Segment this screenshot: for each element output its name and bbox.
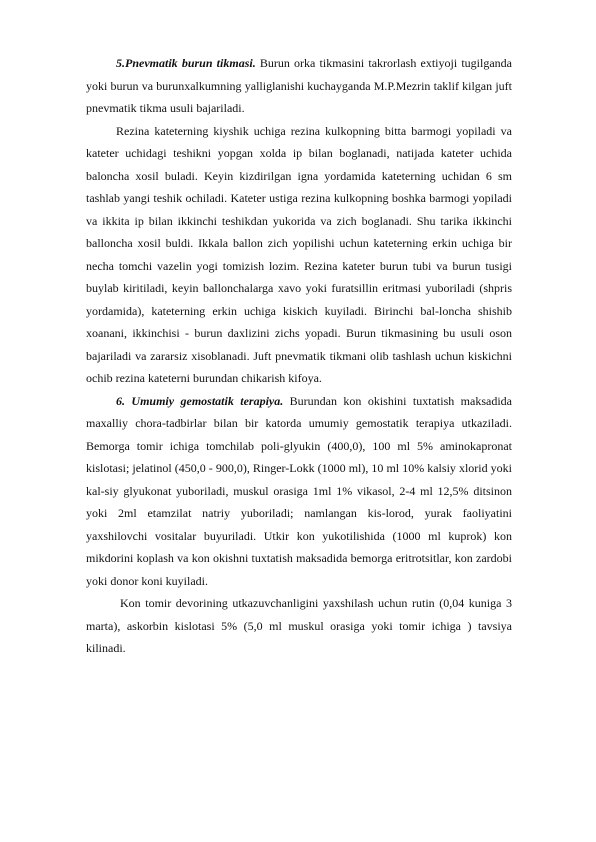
- section-heading-6: 6. Umumiy gemostatik terapiya.: [116, 393, 284, 408]
- paragraph-text: Kon tomir devorining utkazuvchanligini yaxshilash uchun rutin (0,04 kuniga 3 marta), askorbin kislotasi 5% (5,0 ml muskul orasiga yoki tomir ichiga ) tavsiya kilinadi.: [86, 596, 512, 655]
- section-heading-5: 5.Pnevmatik burun tikmasi.: [116, 56, 256, 70]
- paragraph-text: Burundan kon okishini tuxtatish maksadida maxalliy chora-tadbirlar bilan bir katorda umumiy gemostatik terapiya utkaziladi. Bemorga tomir ichiga tomchilab poli-glyukin (400,0), 100 ml 5% aminokapronat kislotasi; jelatinol (450,0 - 900,0), Ringer-Lokk (1000 ml), 10 ml 10% kalsiy xlorid yoki kal-siy glyukonat yuboriladi, muskul orasiga 1ml 1% vikasol, 2-4 ml 12,5% ditsinon yoki 2ml etamzilat natriy yuboriladi; namlangan kis-lorod, yurak faoliyatini yaxshilovchi vositalar buyuriladi. Utkir kon yukotilishida (1000 ml kuprok) kon mikdorini koplash va kon okishni tuxtatish maksadida bemorga eritrotsitlar, kon zardobi yoki donor koni kuyiladi.: [86, 393, 512, 588]
- paragraph-vessel-wall: [86, 592, 512, 660]
- paragraph-catheter-procedure: [86, 120, 512, 390]
- paragraph-text: Rezina kateterning kiyshik uchiga rezina kulkopning bitta barmogi yopiladi va kateter uchidagi teshikni yopgan xolda ip bilan boglanadi, natijada kateter uchida baloncha xosil buladi. Keyin kizdirilgan igna yordamida kateterning uchidan 6 sm tashlab yangi teshik ochiladi. Kateter ustiga rezina kulkopning boshka barmogi yopiladi va ikkita ip bilan ikkinchi teshikdan yukorida va zich boglanadi. Shu tarika ikkinchi balloncha xosil buldi. Ikkala ballon zich yopilishi uchun kateterning erkin uchiga bir necha tomchi vazelin yogi tomizish lozim. Rezina kateter burun tubi va burun tusigi buylab kiritiladi, keyin ballonchalarga xavo yoki furatsillin eritmasi yuboriladi (shpris yordamida), kateterning erkin uchiga kiskich kuyiladi. Birinchi bal-loncha shishib xoanani, ikkinchisi - burun daxlizini zichs yopadi. Burun tikmasining bu usuli oson bajariladi va zararsiz xisoblanadi. Juft pnevmatik tikmani olib tashlash uchun kiskichni ochib rezina kateterni burundan chikarish kifoya.: [86, 123, 512, 385]
- paragraph-text: Burun orka tikmasini takrorlash extiyoji tugilganda yoki burun va burunxalkumning yalliglanishi kuchayganda M.P.Mezrin taklif kilgan juft pnevmatik tikma usuli bajariladi.: [86, 56, 512, 115]
- document-page: [86, 52, 512, 660]
- paragraph-general-hemostatic-therapy: [86, 390, 512, 593]
- paragraph-pneumatic-tamponade-intro: [86, 52, 512, 120]
